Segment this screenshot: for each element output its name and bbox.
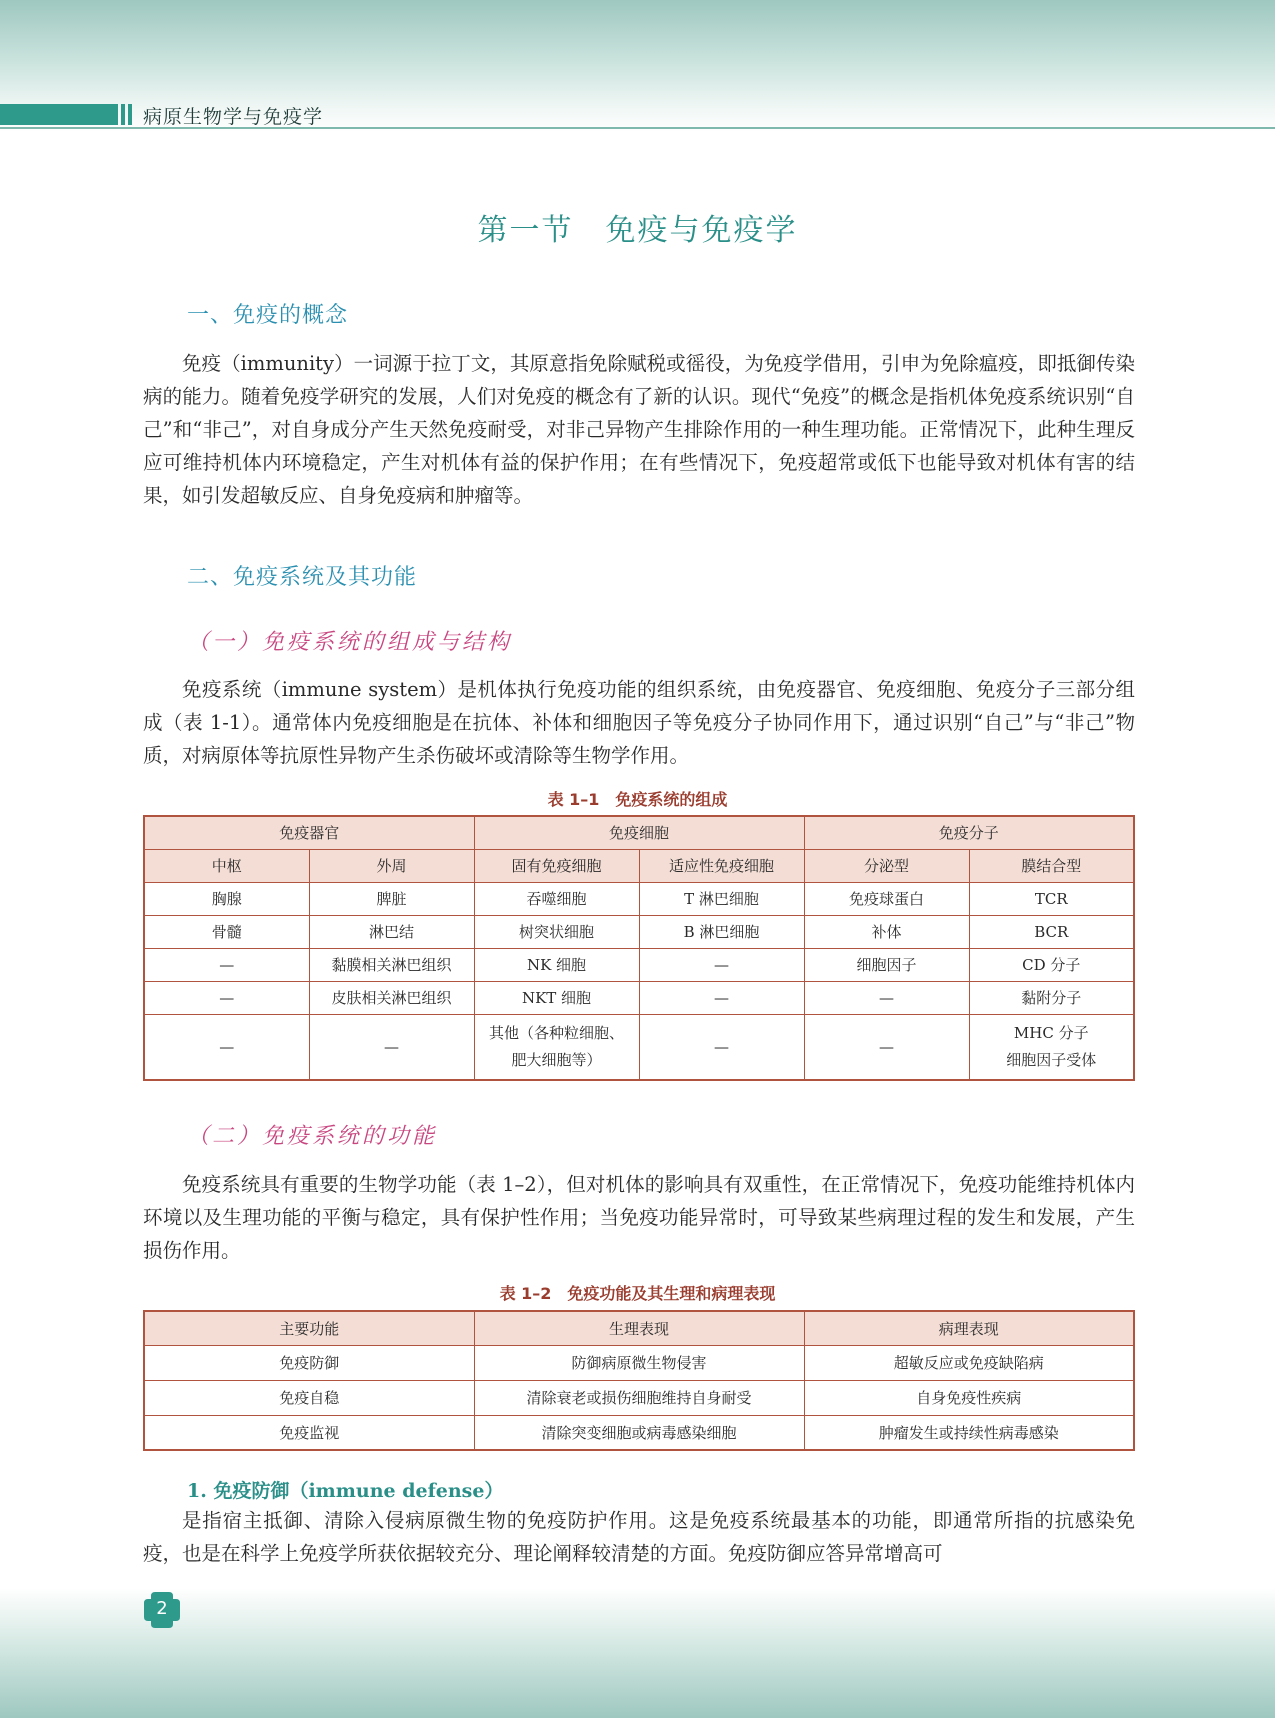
table-row — [144, 915, 1134, 948]
table-cell: 清除衰老或损伤细胞维持自身耐受 — [474, 1380, 804, 1415]
table-row — [144, 981, 1134, 1014]
table-cell: BCR — [969, 915, 1134, 948]
table-cell: NK 细胞 — [474, 948, 639, 981]
table-cell: 脾脏 — [309, 882, 474, 915]
table-cell: 防御病原微生物侵害 — [474, 1345, 804, 1380]
table-cell: 免疫防御 — [144, 1345, 474, 1380]
bottom-gradient-band — [0, 1588, 1275, 1718]
table-cell: 吞噬细胞 — [474, 882, 639, 915]
table-cell: 免疫监视 — [144, 1415, 474, 1450]
header-accent-bar — [0, 104, 118, 125]
table-cell: 树突状细胞 — [474, 915, 639, 948]
paragraph-immune-system: 免疫系统（immune system）是机体执行免疫功能的组织系统，由免疫器官、免疫细胞、免疫分子三部分组成（表 1-1）。通常体内免疫细胞是在抗体、补体和细胞因子等免疫分子协同作用下，通过识别“自己”与“非己”物质，对病原体等抗原性异物产生杀伤破坏或清除等生物学作用。 — [143, 678, 1135, 767]
table-cell-line: 肥大细胞等） — [511, 1050, 602, 1069]
table-cell: 淋巴结 — [309, 915, 474, 948]
table-cell: — — [804, 1014, 969, 1080]
table-group-header: 免疫器官 — [144, 816, 474, 849]
table-cell: 皮肤相关淋巴组织 — [309, 981, 474, 1014]
table-subheader: 中枢 — [144, 849, 309, 882]
subheading-functions: （二）免疫系统的功能 — [187, 1124, 438, 1149]
table-group-header: 免疫分子 — [804, 816, 1134, 849]
table-cell-line: MHC 分子 — [1013, 1023, 1089, 1042]
table-cell: 清除突变细胞或病毒感染细胞 — [474, 1415, 804, 1450]
table-cell: CD 分子 — [969, 948, 1134, 981]
paragraph-immune-defense: 是指宿主抵御、清除入侵病原微生物的免疫防护作用。这是免疫系统最基本的功能，即通常所指的抗感染免疫，也是在科学上免疫学所获依据较充分、理论阐释较清楚的方面。免疫防御应答异常增高可 — [143, 1509, 1135, 1565]
table-cell — [474, 1014, 639, 1080]
table-cell: NKT 细胞 — [474, 981, 639, 1014]
table-cell: B 淋巴细胞 — [639, 915, 804, 948]
table-group-row — [144, 816, 1134, 849]
table-cell: 细胞因子 — [804, 948, 969, 981]
table-cell: — — [804, 981, 969, 1014]
table-header: 生理表现 — [474, 1311, 804, 1345]
table-cell: 肿瘤发生或持续性病毒感染 — [804, 1415, 1134, 1450]
table-row — [144, 1380, 1134, 1415]
table-cell: 胸腺 — [144, 882, 309, 915]
heading-immune-system: 二、免疫系统及其功能 — [187, 565, 418, 590]
table-cell: 骨髓 — [144, 915, 309, 948]
table-cell: 补体 — [804, 915, 969, 948]
paragraph-immune-functions: 免疫系统具有重要的生物学功能（表 1–2），但对机体的影响具有双重性，在正常情况下，免疫功能维持机体内环境以及生理功能的平衡与稳定，具有保护性作用；当免疫功能异常时，可导致某些病理过程的发生和发展，产生损伤作用。 — [143, 1173, 1135, 1262]
table-cell: — — [144, 1014, 309, 1080]
table-cell: 超敏反应或免疫缺陷病 — [804, 1345, 1134, 1380]
table-cell: 自身免疫性疾病 — [804, 1380, 1134, 1415]
table-cell: 免疫自稳 — [144, 1380, 474, 1415]
table-row — [144, 882, 1134, 915]
table-cell: — — [309, 1014, 474, 1080]
running-header-title: 病原生物学与免疫学 — [143, 106, 324, 128]
table-immune-composition — [143, 815, 1135, 1081]
table-cell-line: 其他（各种粒细胞、 — [488, 1023, 624, 1042]
table-cell: 黏附分子 — [969, 981, 1134, 1014]
table-header: 病理表现 — [804, 1311, 1134, 1345]
table-row — [144, 1014, 1134, 1080]
table-cell: TCR — [969, 882, 1134, 915]
table-cell: — — [639, 981, 804, 1014]
table-subheader: 固有免疫细胞 — [474, 849, 639, 882]
heading-immunity-concept: 一、免疫的概念 — [187, 303, 349, 328]
table-subheader: 外周 — [309, 849, 474, 882]
table-row — [144, 1345, 1134, 1380]
table-subheader: 分泌型 — [804, 849, 969, 882]
table-cell — [969, 1014, 1134, 1080]
table-cell: T 淋巴细胞 — [639, 882, 804, 915]
page-number: 2 — [156, 1598, 168, 1619]
table-group-header: 免疫细胞 — [474, 816, 804, 849]
paragraph-immunity-concept: 免疫（immunity）一词源于拉丁文，其原意指免除赋税或徭役，为免疫学借用，引申为免除瘟疫，即抵御传染病的能力。随着免疫学研究的发展，人们对免疫的概念有了新的认识。现代“免疫”的概念是指机体免疫系统识别“自己”和“非己”，对自身成分产生天然免疫耐受，对非己异物产生排除作用的一种生理功能。正常情况下，此种生理反应可维持机体内环境稳定，产生对机体有益的保护作用；在有些情况下，免疫超常或低下也能导致对机体有害的结果，如引发超敏反应、自身免疫病和肿瘤等。 — [143, 352, 1135, 507]
table-header: 主要功能 — [144, 1311, 474, 1345]
table-subheader-row — [144, 849, 1134, 882]
subheading-composition: （一）免疫系统的组成与结构 — [187, 630, 513, 655]
section-title: 第一节 免疫与免疫学 — [477, 213, 798, 248]
header-accent-stripe — [128, 104, 132, 125]
table1-caption: 表 1–1 免疫系统的组成 — [547, 790, 728, 809]
table-cell: — — [639, 948, 804, 981]
table-row — [144, 948, 1134, 981]
table-cell: 黏膜相关淋巴组织 — [309, 948, 474, 981]
table-header-row — [144, 1311, 1134, 1345]
table-subheader: 适应性免疫细胞 — [639, 849, 804, 882]
table-subheader: 膜结合型 — [969, 849, 1134, 882]
header-accent-stripe — [121, 104, 125, 125]
table2-caption: 表 1–2 免疫功能及其生理和病理表现 — [499, 1284, 776, 1303]
table-cell: — — [144, 981, 309, 1014]
table-cell: — — [144, 948, 309, 981]
table-cell: 免疫球蛋白 — [804, 882, 969, 915]
table-immune-functions — [143, 1310, 1135, 1451]
table-row — [144, 1415, 1134, 1450]
table-cell-line: 细胞因子受体 — [1006, 1050, 1097, 1069]
heading-immune-defense: 1. 免疫防御（immune defense） — [187, 1480, 504, 1502]
table-cell: — — [639, 1014, 804, 1080]
